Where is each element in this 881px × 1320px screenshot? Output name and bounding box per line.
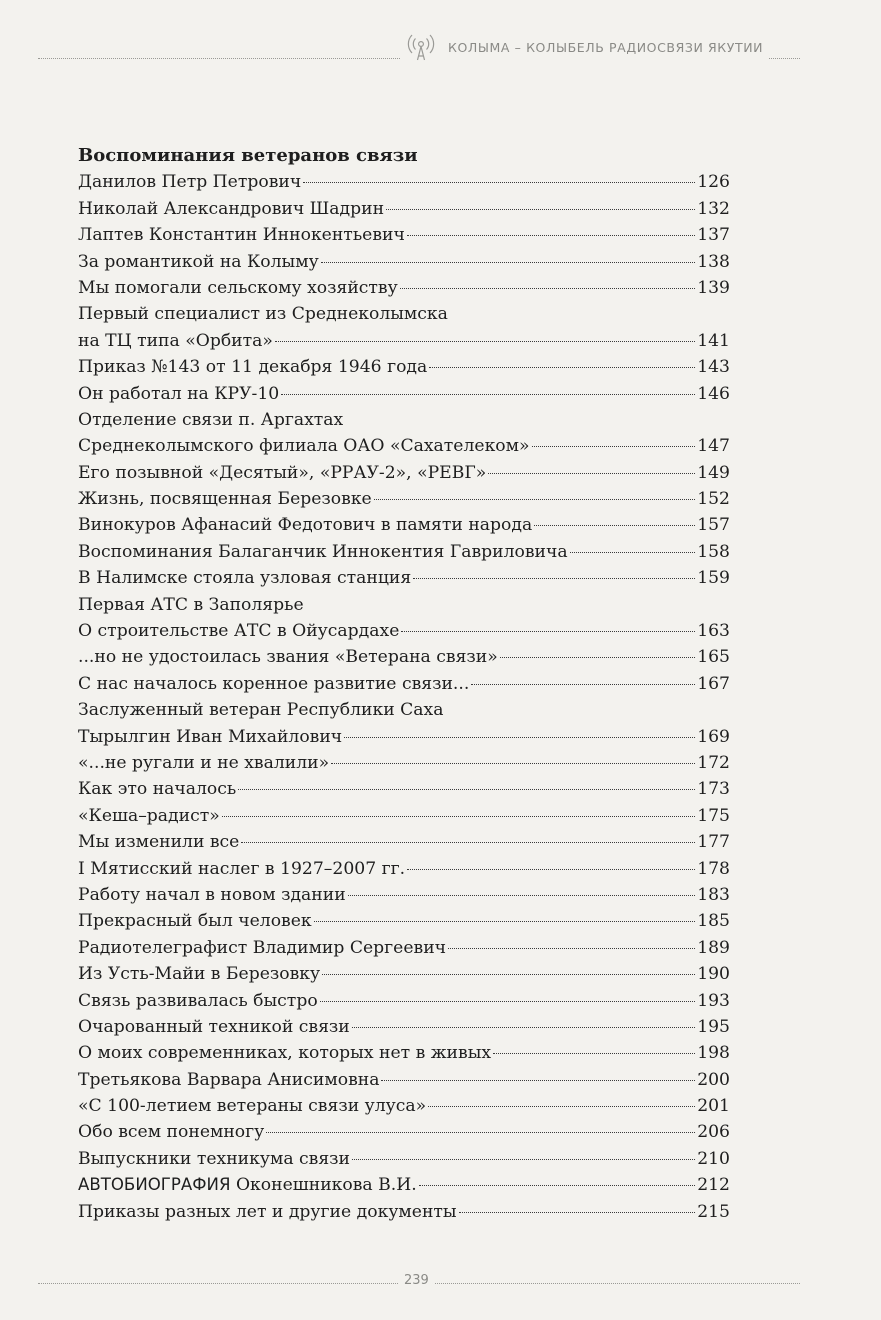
toc-entry-title: С нас началось коренное развитие связи... <box>78 673 470 694</box>
toc-entry-title: «С 100-летием ветераны связи улуса» <box>78 1096 427 1117</box>
toc-entry <box>78 249 730 275</box>
toc-entry <box>78 697 730 723</box>
toc-entry <box>78 407 730 433</box>
toc-entry-title: Среднеколымского филиала ОАО «Сахателеком» <box>78 436 530 457</box>
toc-entry <box>78 724 730 750</box>
toc-entry-page: 167 <box>697 673 730 694</box>
toc-entry-title: Мы изменили все <box>78 832 240 853</box>
toc-entry-page: 198 <box>697 1043 730 1064</box>
toc-entry-title: Связь развивалась быстро <box>78 990 318 1011</box>
toc-entry <box>78 1067 730 1093</box>
dot-leader <box>428 1106 695 1107</box>
toc-entry <box>78 381 730 407</box>
toc-entry-title: Николай Александрович Шадрин <box>78 198 385 219</box>
dot-leader <box>281 394 695 395</box>
toc-entry-title: Приказы разных лет и другие документы <box>78 1201 457 1222</box>
section-heading: Воспоминания ветеранов связи <box>78 145 418 166</box>
toc-entry-title: Жизнь, посвященная Березовке <box>78 489 372 510</box>
dot-leader <box>429 367 695 368</box>
toc-entry-page: 141 <box>697 330 730 351</box>
dot-leader <box>493 1053 695 1054</box>
toc-entry-page: 172 <box>697 752 730 773</box>
toc-entry-page: 137 <box>697 225 730 246</box>
dot-leader <box>266 1132 695 1133</box>
toc-entry <box>78 1199 730 1225</box>
toc-entries <box>78 169 730 1225</box>
toc-entry-page: 149 <box>697 462 730 483</box>
toc-entry <box>78 1172 730 1198</box>
toc-entry-page: 206 <box>697 1122 730 1143</box>
toc-entry <box>78 1040 730 1066</box>
toc-entry-title: Прекрасный был человек <box>78 911 312 932</box>
toc-entry-title: Лаптев Константин Иннокентьевич <box>78 225 405 246</box>
toc-entry-page: 169 <box>697 726 730 747</box>
toc-entry <box>78 592 730 618</box>
dot-leader <box>241 842 695 843</box>
dot-leader <box>488 473 695 474</box>
toc-entry-title: «Кеша–радист» <box>78 805 220 826</box>
toc-entry-page: 193 <box>697 990 730 1011</box>
dot-leader <box>314 921 696 922</box>
toc-entry <box>78 829 730 855</box>
toc-entry <box>78 776 730 802</box>
toc-entry-title: О моих современниках, которых нет в живых <box>78 1043 492 1064</box>
toc-entry-title: Тырылгин Иван Михайлович <box>78 726 343 747</box>
dot-leader <box>419 1185 696 1186</box>
toc-entry-title <box>78 1172 417 1198</box>
toc-entry-title: Приказ №143 от 11 декабря 1946 года <box>78 357 428 378</box>
toc-entry-title: Винокуров Афанасий Федотович в памяти народа <box>78 515 533 536</box>
dot-leader <box>322 974 695 975</box>
dot-leader <box>238 789 695 790</box>
toc-entry-page: 185 <box>697 911 730 932</box>
dot-leader <box>386 209 695 210</box>
toc-entry <box>78 988 730 1014</box>
toc-entry-title: О строительстве АТС в Ойусардахе <box>78 621 400 642</box>
toc-entry <box>78 750 730 776</box>
toc-entry-title: Первая АТС в Заполярье <box>78 594 304 615</box>
toc-entry-title: ...но не удостоилась звания «Ветерана связи» <box>78 647 498 668</box>
dot-leader <box>471 684 695 685</box>
toc-entry-page: 159 <box>697 568 730 589</box>
toc-entry <box>78 539 730 565</box>
toc-entry-page: 157 <box>697 515 730 536</box>
toc-entry-page: 201 <box>697 1096 730 1117</box>
toc-entry <box>78 565 730 591</box>
toc-entry <box>78 460 730 486</box>
toc-entry-title: Как это началось <box>78 779 237 800</box>
toc-entry-page: 139 <box>697 277 730 298</box>
toc-entry-page: 152 <box>697 489 730 510</box>
toc-entry-title: Радиотелеграфист Владимир Сергеевич <box>78 937 447 958</box>
toc-entry <box>78 222 730 248</box>
toc-entry-title: Его позывной «Десятый», «РРАУ-2», «РЕВГ» <box>78 462 487 483</box>
dot-leader <box>331 763 695 764</box>
toc-entry <box>78 882 730 908</box>
toc-entry-page: 212 <box>697 1175 730 1196</box>
toc-entry-page: 210 <box>697 1148 730 1169</box>
toc-entry <box>78 328 730 354</box>
dot-leader <box>401 631 695 632</box>
toc-entry-title: Выпускники техникума связи <box>78 1148 351 1169</box>
dot-leader <box>570 552 696 553</box>
toc-entry <box>78 961 730 987</box>
dot-leader <box>459 1212 696 1213</box>
toc-entry <box>78 169 730 195</box>
toc-entry-page: 138 <box>697 251 730 272</box>
running-header <box>400 30 769 64</box>
dot-leader <box>413 578 695 579</box>
toc-entry-page: 215 <box>697 1201 730 1222</box>
toc-entry-title: I Мятисский наслег в 1927–2007 гг. <box>78 858 406 879</box>
toc-entry-title: Обо всем понемногу <box>78 1122 265 1143</box>
toc-entry-title: Данилов Петр Петрович <box>78 172 302 193</box>
radio-tower-icon <box>404 30 438 64</box>
toc-entry-title: Отделение связи п. Аргахтах <box>78 409 344 430</box>
toc-entry-page: 195 <box>697 1016 730 1037</box>
toc-entry-page: 163 <box>697 621 730 642</box>
dot-leader <box>532 446 696 447</box>
toc-entry-page: 173 <box>697 779 730 800</box>
dot-leader <box>321 262 695 263</box>
toc-entry-title-rest: Оконешникова В.И. <box>230 1175 417 1196</box>
toc-entry-page: 189 <box>697 937 730 958</box>
toc-entry-title: на ТЦ типа «Орбита» <box>78 330 273 351</box>
toc-entry-title: Он работал на КРУ-10 <box>78 383 280 404</box>
toc-entry <box>78 512 730 538</box>
toc-entry-title: «...не ругали и не хвалили» <box>78 752 330 773</box>
toc-entry-title: Очарованный техникой связи <box>78 1016 350 1037</box>
toc-entry <box>78 196 730 222</box>
dot-leader <box>534 525 695 526</box>
toc-entry <box>78 354 730 380</box>
toc-entry <box>78 1093 730 1119</box>
dot-leader <box>352 1027 695 1028</box>
header-title: КОЛЫМА – КОЛЫБЕЛЬ РАДИОСВЯЗИ ЯКУТИИ <box>448 39 764 55</box>
toc-entry-page: 190 <box>697 964 730 985</box>
dot-leader <box>500 657 695 658</box>
dot-leader <box>344 737 695 738</box>
toc-entry-page: 175 <box>697 805 730 826</box>
toc-entry <box>78 301 730 327</box>
dot-leader <box>400 288 695 289</box>
toc-entry-page: 200 <box>697 1069 730 1090</box>
table-of-contents <box>78 143 730 1225</box>
toc-entry <box>78 486 730 512</box>
toc-entry-title: Воспоминания Балаганчик Иннокентия Гавриловича <box>78 541 568 562</box>
toc-entry <box>78 935 730 961</box>
dot-leader <box>448 948 695 949</box>
toc-entry <box>78 1014 730 1040</box>
toc-entry-page: 132 <box>697 198 730 219</box>
toc-entry <box>78 1119 730 1145</box>
toc-entry-page: 183 <box>697 884 730 905</box>
dot-leader <box>407 869 695 870</box>
toc-entry-page: 143 <box>697 357 730 378</box>
toc-entry-title: За романтикой на Колыму <box>78 251 319 272</box>
toc-entry <box>78 671 730 697</box>
toc-entry-page: 146 <box>697 383 730 404</box>
dot-leader <box>303 182 695 183</box>
toc-entry-title: Третьякова Варвара Анисимовна <box>78 1069 380 1090</box>
dot-leader <box>222 816 695 817</box>
toc-entry <box>78 433 730 459</box>
toc-entry <box>78 1146 730 1172</box>
dot-leader <box>320 1001 696 1002</box>
toc-entry-page: 158 <box>697 541 730 562</box>
toc-entry-title: Работу начал в новом здании <box>78 884 346 905</box>
dot-leader <box>374 499 695 500</box>
dot-leader <box>407 235 695 236</box>
toc-entry <box>78 803 730 829</box>
dot-leader <box>381 1080 695 1081</box>
toc-entry <box>78 908 730 934</box>
toc-entry-title: Первый специалист из Среднеколымска <box>78 304 448 325</box>
toc-entry-title: Мы помогали сельскому хозяйству <box>78 277 398 298</box>
dot-leader <box>352 1159 695 1160</box>
dot-leader <box>348 895 696 896</box>
toc-entry <box>78 618 730 644</box>
toc-entry-title: В Налимске стояла узловая станция <box>78 568 412 589</box>
toc-entry <box>78 644 730 670</box>
toc-entry-title: Из Усть-Майи в Березовку <box>78 964 321 985</box>
toc-entry-page: 126 <box>697 172 730 193</box>
dot-leader <box>275 341 695 342</box>
page-number: 239 <box>398 1273 435 1288</box>
toc-entry-title-caps: АВТОБИОГРАФИЯ <box>78 1175 231 1195</box>
toc-entry-page: 177 <box>697 832 730 853</box>
toc-entry <box>78 275 730 301</box>
toc-entry-page: 147 <box>697 436 730 457</box>
toc-entry <box>78 856 730 882</box>
toc-entry-page: 165 <box>697 647 730 668</box>
toc-entry-page: 178 <box>697 858 730 879</box>
toc-entry-title: Заслуженный ветеран Республики Саха <box>78 700 444 721</box>
